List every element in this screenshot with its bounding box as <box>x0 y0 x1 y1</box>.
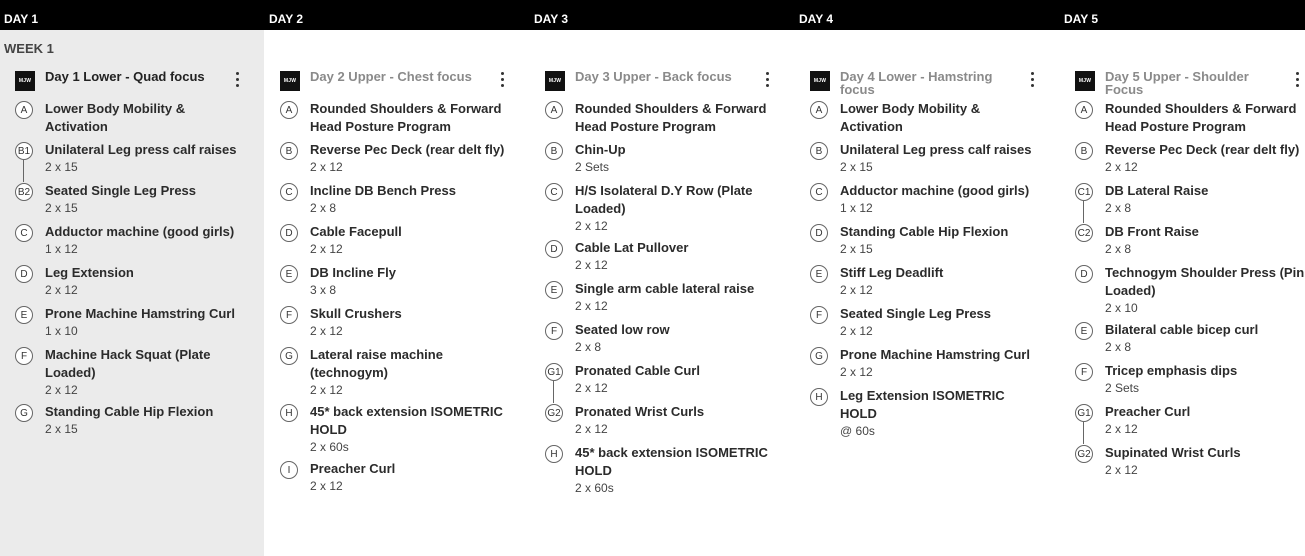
workout-column-day-3 <box>545 66 775 501</box>
exercise-name: Leg Extension ISOMETRIC HOLD <box>840 388 1005 421</box>
exercise-sets: @ 60s <box>840 424 875 438</box>
exercise-order-badge: C <box>15 224 33 242</box>
exercise-name: Prone Machine Hamstring Curl <box>840 347 1030 362</box>
exercise-name: Pronated Wrist Curls <box>575 404 705 419</box>
exercise-order-badge: F <box>810 306 828 324</box>
exercise-sets: 2 x 12 <box>310 242 343 256</box>
exercise-item[interactable] <box>810 100 1040 136</box>
exercise-sets: 2 x 12 <box>310 160 343 174</box>
exercise-item[interactable] <box>810 182 1040 218</box>
exercise-item[interactable] <box>1075 264 1305 316</box>
exercise-name: Prone Machine Hamstring Curl <box>45 306 235 321</box>
exercise-name: Cable Lat Pullover <box>575 240 689 255</box>
exercise-name: Pronated Cable Curl <box>575 363 700 378</box>
day-header-4: DAY 4 <box>799 12 834 26</box>
exercise-order-badge: G1 <box>1075 404 1093 422</box>
exercise-name: Preacher Curl <box>310 461 396 476</box>
exercise-sets: 2 x 15 <box>45 201 78 215</box>
workout-column-day-4 <box>810 66 1040 444</box>
exercise-name: H/S Isolateral D.Y Row (Plate Loaded) <box>575 183 753 216</box>
exercise-sets: 2 x 12 <box>575 299 608 313</box>
more-options-icon[interactable] <box>500 72 504 87</box>
exercise-order-badge: B <box>280 142 298 160</box>
exercise-item[interactable] <box>280 460 510 496</box>
exercise-name: Lower Body Mobility & Activation <box>45 101 186 134</box>
kebab-dot <box>1296 84 1299 87</box>
exercise-sets: 2 x 12 <box>310 324 343 338</box>
exercise-sets: 2 x 10 <box>1105 301 1138 315</box>
exercise-sets: 2 x 15 <box>45 160 78 174</box>
exercise-item[interactable] <box>1075 321 1305 357</box>
exercise-item[interactable] <box>15 182 245 218</box>
exercise-name: Lateral raise machine (technogym) <box>310 347 443 380</box>
exercise-sets: 2 x 8 <box>575 340 602 354</box>
exercise-order-badge: G1 <box>545 363 563 381</box>
exercise-order-badge: B1 <box>15 142 33 160</box>
exercise-name: Machine Hack Squat (Plate Loaded) <box>45 347 211 380</box>
exercise-sets: 2 x 8 <box>1105 242 1132 256</box>
exercise-list <box>280 100 510 496</box>
exercise-item[interactable] <box>810 346 1040 382</box>
exercise-sets: 2 x 12 <box>1105 463 1138 477</box>
exercise-item[interactable] <box>810 387 1040 439</box>
brand-logo-icon: MJW <box>280 71 300 91</box>
exercise-item[interactable] <box>280 346 510 398</box>
exercise-name: 45* back extension ISOMETRIC HOLD <box>575 445 768 478</box>
exercise-order-badge: E <box>1075 322 1093 340</box>
more-options-icon[interactable] <box>1030 72 1034 87</box>
exercise-name: Technogym Shoulder Press (Pin Loaded) <box>1105 265 1305 298</box>
superset-connector <box>1083 201 1084 223</box>
exercise-item[interactable] <box>15 264 245 300</box>
exercise-name: Leg Extension <box>45 265 134 280</box>
kebab-dot <box>1031 84 1034 87</box>
brand-logo-icon: MJW <box>1075 71 1095 91</box>
exercise-sets: 2 x 15 <box>840 160 873 174</box>
exercise-item[interactable] <box>15 346 245 398</box>
exercise-item[interactable] <box>1075 100 1305 136</box>
exercise-sets: 2 Sets <box>1105 381 1140 395</box>
exercise-sets: 2 x 12 <box>310 383 343 397</box>
workout-column-day-2 <box>280 66 510 501</box>
exercise-order-badge: F <box>280 306 298 324</box>
exercise-name: Standing Cable Hip Flexion <box>840 224 1009 239</box>
exercise-item[interactable] <box>15 100 245 136</box>
exercise-order-badge: B <box>810 142 828 160</box>
day-header-3: DAY 3 <box>534 12 569 26</box>
exercise-order-badge: C <box>810 183 828 201</box>
exercise-name: Seated Single Leg Press <box>840 306 992 321</box>
workout-header[interactable] <box>280 66 510 100</box>
exercise-item[interactable] <box>280 100 510 136</box>
brand-logo-icon: MJW <box>545 71 565 91</box>
exercise-sets: 2 x 12 <box>575 422 608 436</box>
exercise-sets: 2 x 8 <box>1105 201 1132 215</box>
exercise-sets: 2 x 8 <box>1105 340 1132 354</box>
exercise-item[interactable] <box>280 264 510 300</box>
exercise-name: Stiff Leg Deadlift <box>840 265 944 280</box>
exercise-item[interactable] <box>545 362 775 398</box>
exercise-name: Incline DB Bench Press <box>310 183 456 198</box>
more-options-icon[interactable] <box>1295 72 1299 87</box>
kebab-dot <box>236 78 239 81</box>
kebab-dot <box>236 84 239 87</box>
exercise-name: Preacher Curl <box>1105 404 1191 419</box>
exercise-list <box>810 100 1040 439</box>
exercise-order-badge: B2 <box>15 183 33 201</box>
exercise-name: Tricep emphasis dips <box>1105 363 1238 378</box>
exercise-item[interactable] <box>545 280 775 316</box>
exercise-sets: 2 Sets <box>575 160 610 174</box>
exercise-sets: 2 x 12 <box>1105 422 1138 436</box>
kebab-dot <box>501 72 504 75</box>
exercise-list <box>545 100 775 496</box>
exercise-item[interactable] <box>545 444 775 496</box>
exercise-sets: 2 x 15 <box>840 242 873 256</box>
exercise-name: Rounded Shoulders & Forward Head Posture Program <box>1105 101 1297 134</box>
exercise-order-badge: D <box>545 240 563 258</box>
exercise-item[interactable] <box>15 403 245 439</box>
workout-header[interactable] <box>545 66 775 100</box>
kebab-dot <box>766 72 769 75</box>
exercise-name: Seated low row <box>575 322 670 337</box>
exercise-order-badge: B <box>545 142 563 160</box>
exercise-sets: 2 x 12 <box>575 219 608 233</box>
exercise-name: Skull Crushers <box>310 306 402 321</box>
exercise-order-badge: D <box>15 265 33 283</box>
exercise-order-badge: C2 <box>1075 224 1093 242</box>
workout-title[interactable]: Day 1 Lower - Quad focus <box>45 69 205 84</box>
kebab-dot <box>501 84 504 87</box>
kebab-dot <box>1031 72 1034 75</box>
more-options-icon[interactable] <box>235 72 239 87</box>
exercise-sets: 2 x 60s <box>575 481 614 495</box>
kebab-dot <box>1296 72 1299 75</box>
exercise-item[interactable] <box>1075 141 1305 177</box>
exercise-item[interactable] <box>15 141 245 177</box>
exercise-item[interactable] <box>810 305 1040 341</box>
exercise-item[interactable] <box>545 321 775 357</box>
exercise-order-badge: C <box>545 183 563 201</box>
brand-logo-icon: MJW <box>810 71 830 91</box>
exercise-order-badge: H <box>810 388 828 406</box>
workout-title[interactable]: Day 5 Upper - Shoulder Focus <box>1105 69 1249 97</box>
exercise-name: DB Lateral Raise <box>1105 183 1209 198</box>
superset-connector <box>23 160 24 182</box>
exercise-order-badge: A <box>545 101 563 119</box>
workout-header[interactable] <box>15 66 245 100</box>
exercise-name: Unilateral Leg press calf raises <box>840 142 1032 157</box>
exercise-order-badge: C1 <box>1075 183 1093 201</box>
exercise-item[interactable] <box>15 305 245 341</box>
workout-title[interactable]: Day 4 Lower - Hamstring focus <box>840 69 993 97</box>
exercise-item[interactable] <box>1075 223 1305 259</box>
kebab-dot <box>501 78 504 81</box>
exercise-item[interactable] <box>1075 182 1305 218</box>
exercise-sets: 3 x 8 <box>310 283 337 297</box>
exercise-sets: 1 x 12 <box>45 242 78 256</box>
day-header-1: DAY 1 <box>4 12 39 26</box>
exercise-name: Rounded Shoulders & Forward Head Posture Program <box>575 101 767 134</box>
exercise-sets: 2 x 12 <box>840 324 873 338</box>
exercise-item[interactable] <box>545 141 775 177</box>
exercise-sets: 2 x 12 <box>575 258 608 272</box>
exercise-order-badge: A <box>810 101 828 119</box>
exercise-list <box>1075 100 1305 480</box>
exercise-sets: 2 x 12 <box>45 283 78 297</box>
exercise-sets: 2 x 12 <box>840 365 873 379</box>
exercise-item[interactable] <box>280 182 510 218</box>
exercise-sets: 2 x 12 <box>575 381 608 395</box>
exercise-order-badge: G <box>810 347 828 365</box>
exercise-sets: 2 x 12 <box>1105 160 1138 174</box>
exercise-name: Cable Facepull <box>310 224 402 239</box>
exercise-item[interactable] <box>545 403 775 439</box>
workout-title[interactable]: Day 2 Upper - Chest focus <box>310 69 472 84</box>
exercise-name: 45* back extension ISOMETRIC HOLD <box>310 404 503 437</box>
kebab-dot <box>1296 78 1299 81</box>
more-options-icon[interactable] <box>765 72 769 87</box>
exercise-sets: 2 x 15 <box>45 422 78 436</box>
exercise-order-badge: A <box>280 101 298 119</box>
exercise-order-badge: D <box>810 224 828 242</box>
exercise-order-badge: H <box>545 445 563 463</box>
exercise-order-badge: F <box>545 322 563 340</box>
exercise-list <box>15 100 245 439</box>
exercise-item[interactable] <box>1075 403 1305 439</box>
exercise-order-badge: G2 <box>1075 445 1093 463</box>
kebab-dot <box>766 78 769 81</box>
exercise-order-badge: G <box>280 347 298 365</box>
exercise-name: Standing Cable Hip Flexion <box>45 404 214 419</box>
exercise-order-badge: A <box>15 101 33 119</box>
exercise-item[interactable] <box>810 223 1040 259</box>
exercise-order-badge: F <box>1075 363 1093 381</box>
superset-connector <box>553 381 554 403</box>
exercise-sets: 2 x 12 <box>840 283 873 297</box>
exercise-order-badge: E <box>810 265 828 283</box>
exercise-item[interactable] <box>1075 362 1305 398</box>
kebab-dot <box>766 84 769 87</box>
exercise-order-badge: D <box>1075 265 1093 283</box>
exercise-item[interactable] <box>545 239 775 275</box>
kebab-dot <box>236 72 239 75</box>
kebab-dot <box>1031 78 1034 81</box>
workout-column-day-5 <box>1075 66 1305 485</box>
workout-title[interactable]: Day 3 Upper - Back focus <box>575 69 732 84</box>
exercise-order-badge: H <box>280 404 298 422</box>
exercise-order-badge: G <box>15 404 33 422</box>
exercise-item[interactable] <box>810 141 1040 177</box>
exercise-name: Rounded Shoulders & Forward Head Posture Program <box>310 101 502 134</box>
exercise-order-badge: G2 <box>545 404 563 422</box>
exercise-order-badge: F <box>15 347 33 365</box>
exercise-order-badge: C <box>280 183 298 201</box>
exercise-order-badge: E <box>15 306 33 324</box>
exercise-sets: 2 x 12 <box>45 383 78 397</box>
exercise-name: Supinated Wrist Curls <box>1105 445 1241 460</box>
workout-header[interactable] <box>810 66 1040 100</box>
exercise-order-badge: E <box>545 281 563 299</box>
exercise-name: Chin-Up <box>575 142 626 157</box>
workout-column-day-1 <box>15 66 245 444</box>
exercise-order-badge: A <box>1075 101 1093 119</box>
brand-logo-icon: MJW <box>15 71 35 91</box>
exercise-sets: 1 x 12 <box>840 201 873 215</box>
exercise-name: Bilateral cable bicep curl <box>1105 322 1259 337</box>
exercise-item[interactable] <box>280 223 510 259</box>
exercise-order-badge: I <box>280 461 298 479</box>
exercise-order-badge: B <box>1075 142 1093 160</box>
exercise-item[interactable] <box>280 305 510 341</box>
exercise-order-badge: D <box>280 224 298 242</box>
exercise-sets: 2 x 8 <box>310 201 337 215</box>
exercise-order-badge: E <box>280 265 298 283</box>
exercise-item[interactable] <box>545 182 775 234</box>
exercise-sets: 2 x 12 <box>310 479 343 493</box>
exercise-name: Single arm cable lateral raise <box>575 281 755 296</box>
exercise-name: Unilateral Leg press calf raises <box>45 142 237 157</box>
exercise-name: Adductor machine (good girls) <box>45 224 235 239</box>
superset-connector <box>1083 422 1084 444</box>
exercise-name: Adductor machine (good girls) <box>840 183 1030 198</box>
day-header-5: DAY 5 <box>1064 12 1099 26</box>
exercise-item[interactable] <box>810 264 1040 300</box>
day-header-2: DAY 2 <box>269 12 304 26</box>
workout-header[interactable] <box>1075 66 1305 100</box>
day-header-bar <box>0 0 1305 30</box>
exercise-item[interactable] <box>15 223 245 259</box>
exercise-name: DB Front Raise <box>1105 224 1199 239</box>
exercise-name: Lower Body Mobility & Activation <box>840 101 981 134</box>
exercise-sets: 2 x 60s <box>310 440 349 454</box>
exercise-item[interactable] <box>545 100 775 136</box>
exercise-name: Seated Single Leg Press <box>45 183 197 198</box>
exercise-item[interactable] <box>280 141 510 177</box>
exercise-name: Reverse Pec Deck (rear delt fly) <box>1105 142 1300 157</box>
week-label: WEEK 1 <box>4 41 54 56</box>
exercise-name: Reverse Pec Deck (rear delt fly) <box>310 142 505 157</box>
exercise-item[interactable] <box>1075 444 1305 480</box>
exercise-item[interactable] <box>280 403 510 455</box>
exercise-sets: 1 x 10 <box>45 324 78 338</box>
exercise-name: DB Incline Fly <box>310 265 396 280</box>
